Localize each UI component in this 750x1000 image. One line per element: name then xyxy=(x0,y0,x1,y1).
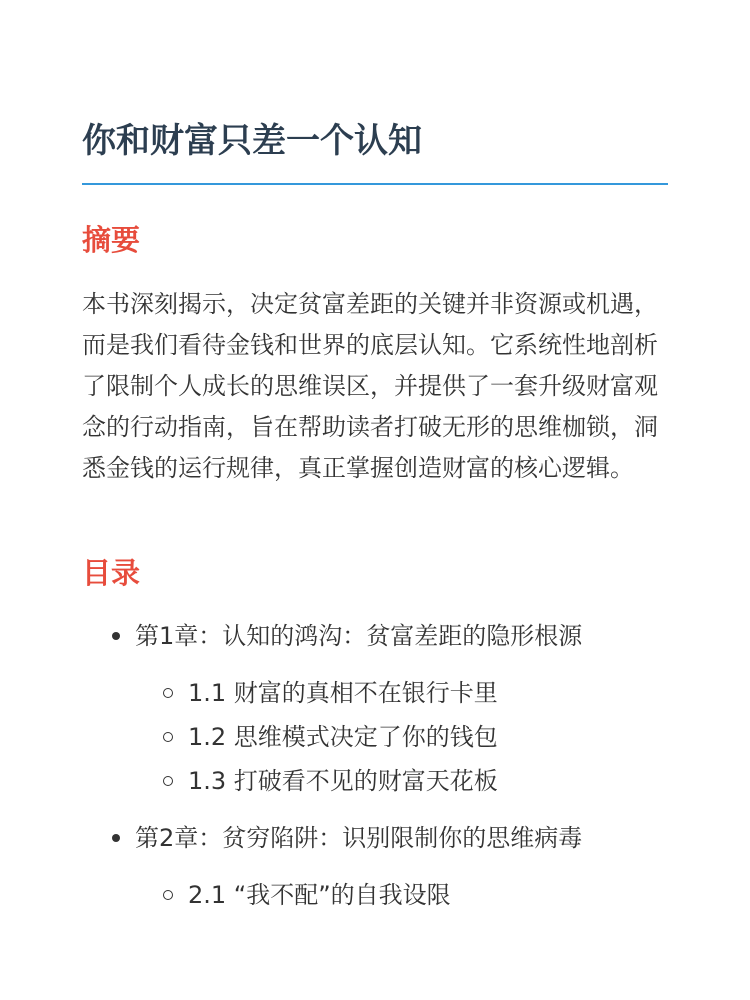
toc-section-label: 2.1 “我不配”的自我设限 xyxy=(188,881,451,909)
toc-chapter-label: 第2章：贫穷陷阱：识别限制你的思维病毒 xyxy=(135,824,583,852)
bullet-icon xyxy=(112,632,120,640)
toc-section-1-1 xyxy=(188,675,498,711)
toc-section-label: 1.1 财富的真相不在银行卡里 xyxy=(188,679,498,707)
hollow-bullet-icon xyxy=(163,732,173,742)
summary-heading: 摘要 xyxy=(82,223,141,257)
hollow-bullet-icon xyxy=(163,890,173,900)
bullet-icon xyxy=(112,834,120,842)
hollow-bullet-icon xyxy=(163,688,173,698)
toc-chapter-label: 第1章：认知的鸿沟：贫富差距的隐形根源 xyxy=(135,622,583,650)
toc-chapter-2 xyxy=(135,820,582,856)
page-title: 你和财富只差一个认知 xyxy=(82,121,422,161)
toc-heading: 目录 xyxy=(82,556,141,590)
toc-chapter-1 xyxy=(135,618,582,654)
toc-section-1-2 xyxy=(188,719,498,755)
hollow-bullet-icon xyxy=(163,776,173,786)
title-divider xyxy=(82,183,668,185)
toc-section-1-3 xyxy=(188,763,498,799)
toc-section-label: 1.2 思维模式决定了你的钱包 xyxy=(188,723,498,751)
toc-section-label: 1.3 打破看不见的财富天花板 xyxy=(188,767,498,795)
summary-text: 本书深刻揭示，决定贫富差距的关键并非资源或机遇，而是我们看待金钱和世界的底层认知。它系统性地剖析了限制个人成长的思维误区，并提供了一套升级财富观念的行动指南，旨在帮助读者打破无形的思维枷锁，洞悉金钱的运行规律，真正掌握创造财富的核心逻辑。 xyxy=(82,290,658,482)
toc-section-2-1 xyxy=(188,877,451,913)
